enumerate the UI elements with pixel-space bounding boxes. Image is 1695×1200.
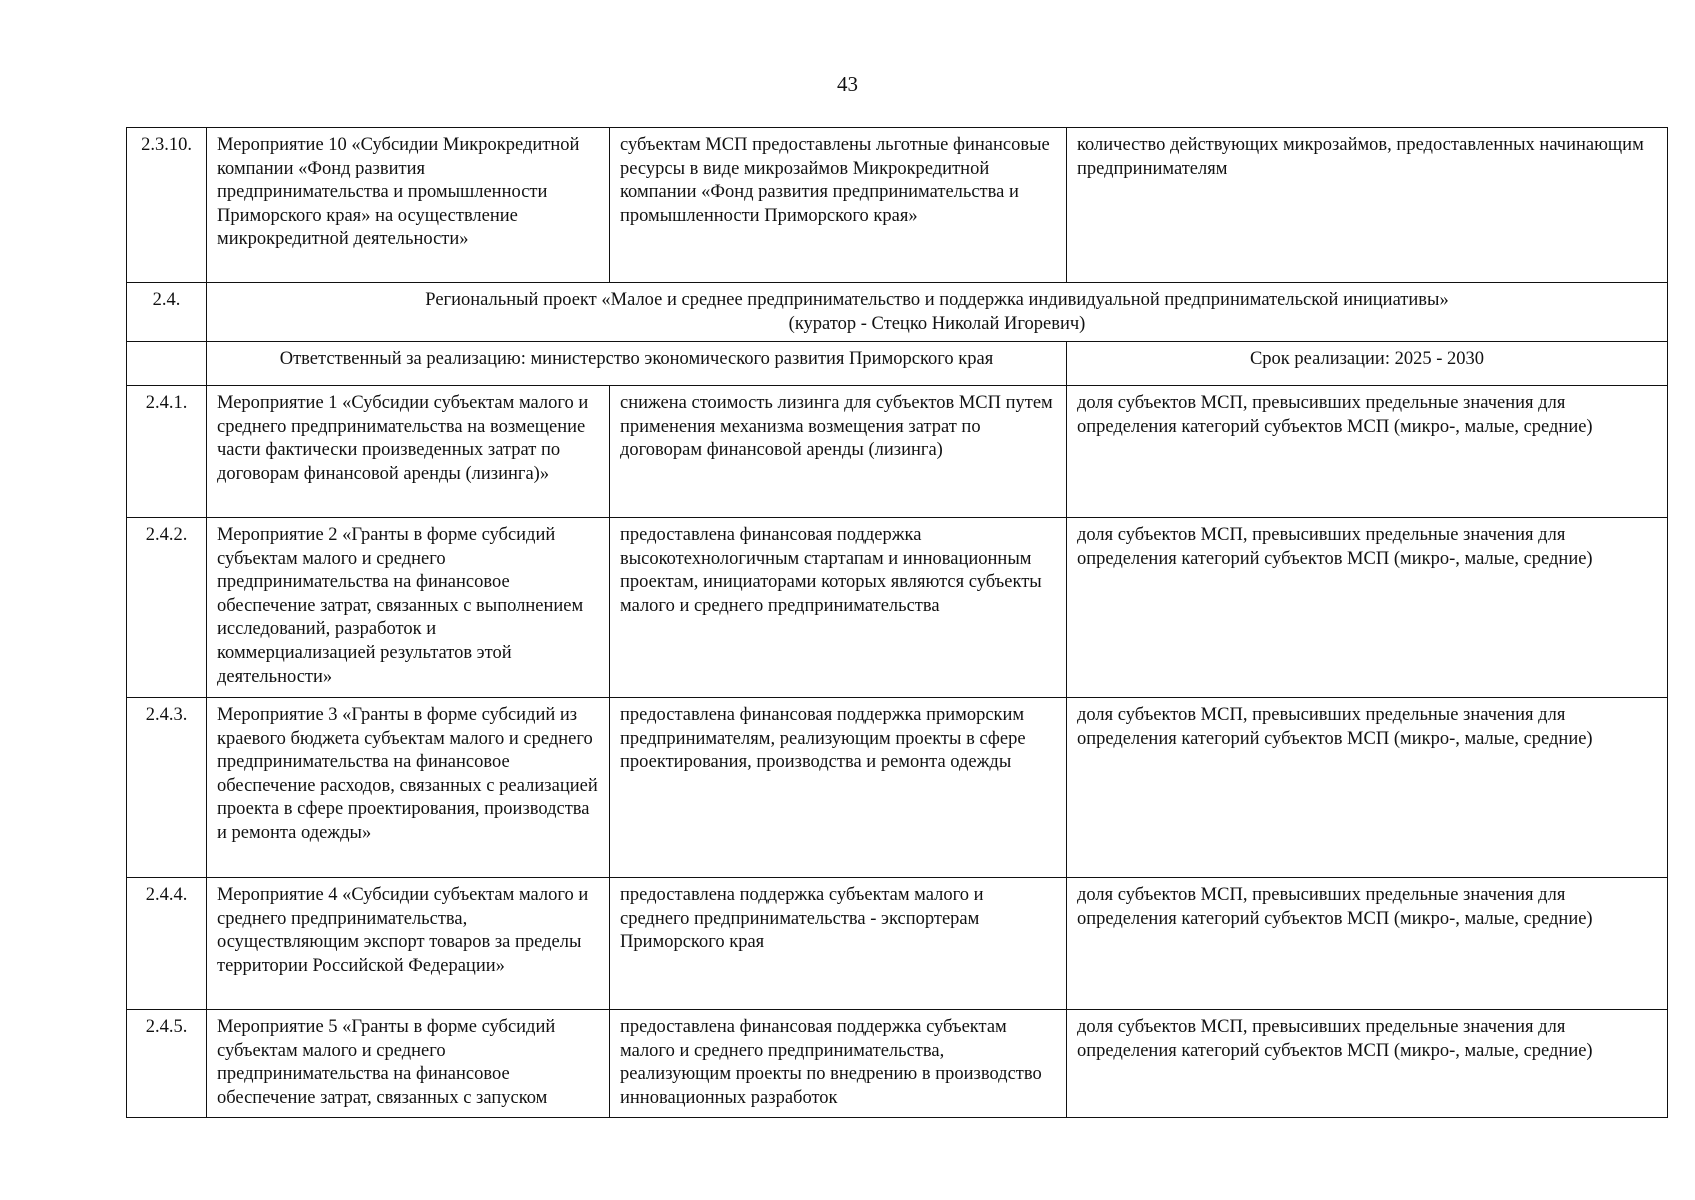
row-number: 2.4.1. <box>127 386 207 518</box>
project-info-row <box>127 342 1668 386</box>
row-number: 2.4.4. <box>127 878 207 1010</box>
result-cell: предоставлена финансовая поддержка субъектам малого и среднего предпринимательства, реализующим проекты по внедрению в производство инновационных разработок <box>610 1010 1067 1118</box>
row-number: 2.4.3. <box>127 698 207 878</box>
indicator-cell: доля субъектов МСП, превысивших предельные значения для определения категорий субъектов МСП (микро-, малые, средние) <box>1067 698 1668 878</box>
indicator-cell: доля субъектов МСП, превысивших предельные значения для определения категорий субъектов МСП (микро-, малые, средние) <box>1067 1010 1668 1118</box>
row-number: 2.4.5. <box>127 1010 207 1118</box>
table-row <box>127 1010 1668 1118</box>
row-number: 2.3.10. <box>127 128 207 283</box>
indicator-cell: доля субъектов МСП, превысивших предельные значения для определения категорий субъектов МСП (микро-, малые, средние) <box>1067 386 1668 518</box>
table-row <box>127 878 1668 1010</box>
project-title-cell <box>207 283 1668 342</box>
project-row <box>127 283 1668 342</box>
event-cell: Мероприятие 4 «Субсидии субъектам малого и среднего предпринимательства, осуществляющим экспорт товаров за пределы территории Российской Федерации» <box>207 878 610 1010</box>
measures-table <box>126 127 1668 1118</box>
project-curator: (куратор - Стецко Николай Игоревич) <box>788 313 1086 334</box>
result-cell: предоставлена финансовая поддержка приморским предпринимателям, реализующим проекты в сфере проектирования, производства и ремонта одежды <box>610 698 1067 878</box>
event-cell: Мероприятие 5 «Гранты в форме субсидий субъектам малого и среднего предпринимательства на финансовое обеспечение затрат, связанных с запуском <box>207 1010 610 1118</box>
empty-cell <box>127 342 207 386</box>
term-cell: Срок реализации: 2025 - 2030 <box>1067 342 1668 386</box>
table-row <box>127 518 1668 698</box>
indicator-cell: количество действующих микрозаймов, предоставленных начинающим предпринимателям <box>1067 128 1668 283</box>
table-row <box>127 698 1668 878</box>
table-row <box>127 128 1668 283</box>
responsible-cell: Ответственный за реализацию: министерство экономического развития Приморского края <box>207 342 1067 386</box>
indicator-cell: доля субъектов МСП, превысивших предельные значения для определения категорий субъектов МСП (микро-, малые, средние) <box>1067 878 1668 1010</box>
result-cell: предоставлена финансовая поддержка высокотехнологичным стартапам и инновационным проектам, инициаторами которых являются субъекты малого и среднего предпринимательства <box>610 518 1067 698</box>
event-cell: Мероприятие 2 «Гранты в форме субсидий субъектам малого и среднего предпринимательства на финансовое обеспечение затрат, связанных с выполнением исследований, разработок и коммерциализацией результатов этой деятельности» <box>207 518 610 698</box>
indicator-cell: доля субъектов МСП, превысивших предельные значения для определения категорий субъектов МСП (микро-, малые, средние) <box>1067 518 1668 698</box>
project-number: 2.4. <box>127 283 207 342</box>
event-cell: Мероприятие 10 «Субсидии Микрокредитной компании «Фонд развития предпринимательства и промышленности Приморского края» на осуществление микрокредитной деятельности» <box>207 128 610 283</box>
result-cell: предоставлена поддержка субъектам малого и среднего предпринимательства - экспортерам Приморского края <box>610 878 1067 1010</box>
table-row <box>127 386 1668 518</box>
page-number: 43 <box>837 72 858 96</box>
result-cell: субъектам МСП предоставлены льготные финансовые ресурсы в виде микрозаймов Микрокредитной компании «Фонд развития предпринимательства и промышленности Приморского края» <box>610 128 1067 283</box>
result-cell: снижена стоимость лизинга для субъектов МСП путем применения механизма возмещения затрат по договорам финансовой аренды (лизинга) <box>610 386 1067 518</box>
event-cell: Мероприятие 1 «Субсидии субъектам малого и среднего предпринимательства на возмещение части фактически произведенных затрат по договорам финансовой аренды (лизинга)» <box>207 386 610 518</box>
event-cell: Мероприятие 3 «Гранты в форме субсидий из краевого бюджета субъектам малого и среднего предпринимательства на финансовое обеспечение расходов, связанных с реализацией проекта в сфере проектирования, производства и ремонта одежды» <box>207 698 610 878</box>
row-number: 2.4.2. <box>127 518 207 698</box>
project-title: Региональный проект «Малое и среднее предпринимательство и поддержка индивидуальной предпринимательской инициативы» <box>425 290 1449 310</box>
